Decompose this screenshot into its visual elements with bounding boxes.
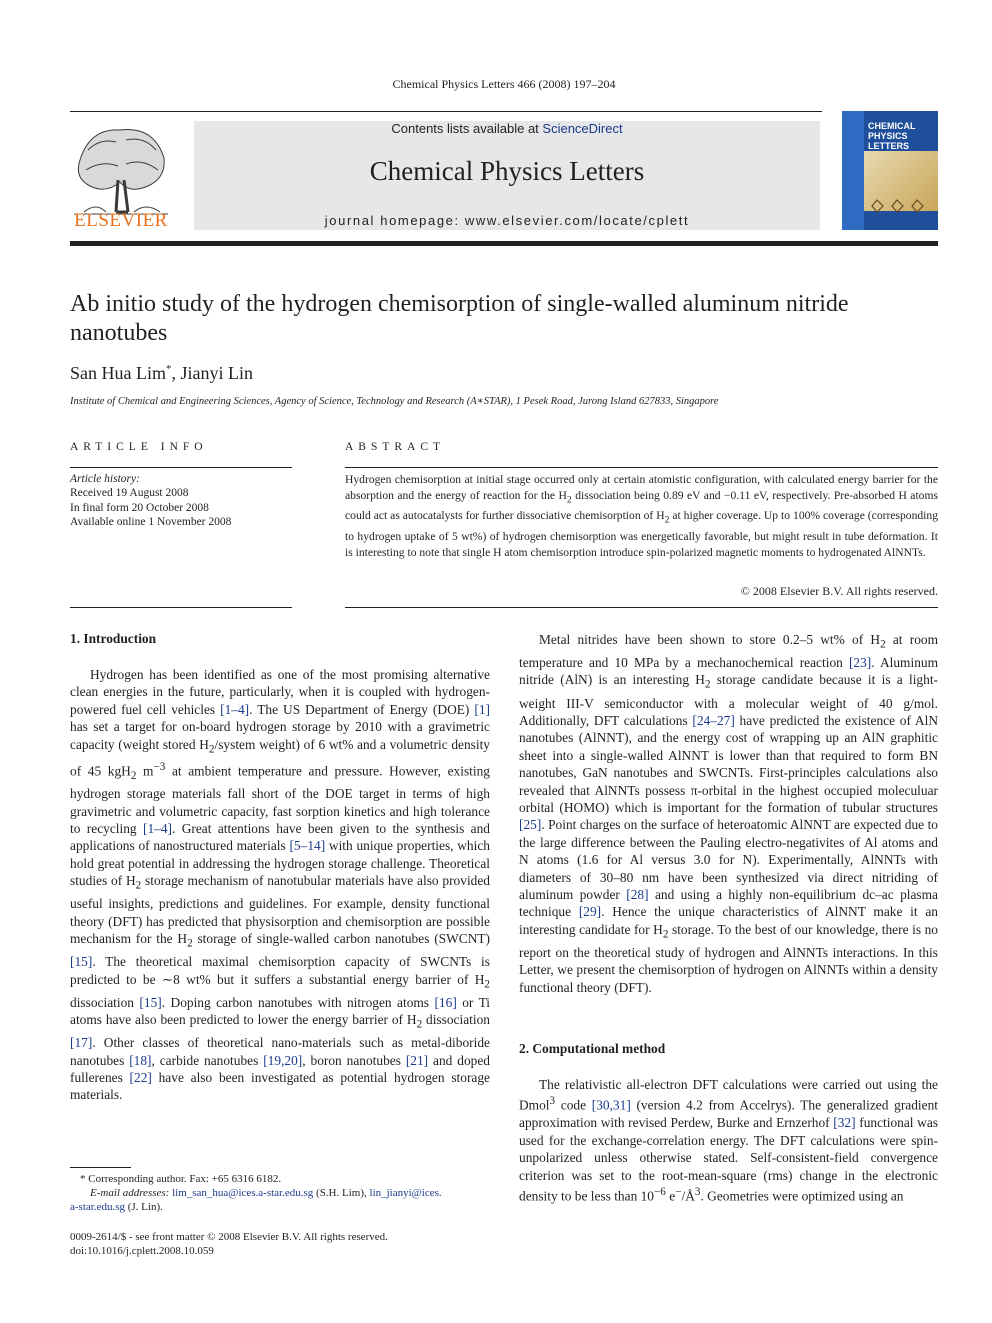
reference-link[interactable]: [28] — [626, 887, 649, 903]
header-rule — [70, 111, 822, 112]
article-title: Ab initio study of the hydrogen chemisorption of single-walled aluminum nitride nanotubes — [70, 291, 849, 346]
affiliation: Institute of Chemical and Engineering Sciences, Agency of Science, Technology and Research (A∗STAR), 1 Pesek Road, Jurong Island 627833, Singapore — [70, 396, 719, 407]
section-heading-introduction: 1. Introduction — [70, 631, 157, 646]
body-column-right — [519, 631, 938, 996]
abstract-rule-bottom — [345, 607, 938, 608]
reference-link[interactable]: [32] — [833, 1115, 856, 1131]
reference-link[interactable]: [1] — [474, 701, 490, 717]
email-link[interactable]: a-star.edu.sg — [70, 1201, 125, 1214]
footnote: * Corresponding author. Fax: +65 6316 6182. E-mail addresses: lim_san_hua@ices.a-star.edu.sg (S.H. Lim), lin_jianyi@ices. a-star.edu.sg (J. Lin). — [70, 1173, 442, 1214]
reference-link[interactable]: [1–4] — [142, 821, 172, 837]
footnote-mark: * — [80, 1173, 86, 1185]
reference-link[interactable]: [23] — [848, 655, 872, 671]
journal-cover — [842, 111, 938, 230]
cover-title-line-1: CHEMICAL — [868, 121, 916, 131]
journal-citation: Chemical Physics Letters 466 (2008) 197–204 — [392, 77, 616, 91]
journal-title: Chemical Physics Letters — [369, 156, 645, 186]
cover-molecule-icon — [868, 197, 928, 215]
reference-link[interactable]: [19,20] — [263, 1052, 303, 1068]
corresponding-mark[interactable]: * — [166, 363, 172, 375]
author-list — [70, 363, 253, 384]
publisher-wordmark: ELSEVIER — [74, 210, 168, 231]
paragraph: Metal nitrides have been shown to store 0.2–5 wt% of $H_2$ at room temperature and 10 MPa by a mechanochemical reaction [23]. Aluminum nitride (AlN) is an interesting $H_2$ storage candidate because it is a light-weight III-V semiconductor with a molecular weight of 40 g/mol. Additionally, DFT calculations [24–27] have predicted the existence of AlN nanotubes (AlNNT), and the energy cost of wrapping up an AlN graphitic sheet into a single-walled AlNNT is lower than that required to form BN nanotubes, GaN nanotubes and SWCNTs. First-principles calculations also revealed that AlNNTs possess π-orbital in the highest occupied moleculuar orbital (HOMO) which is important for the formation of tubular structures [25]. Point charges on the surface of heteroatomic AlNNT are expected due to the large difference between the Pauling electro-negativites of Al atoms and N atoms (1.6 for Al versus 3.0 for N). Experimentally, AlNNTs with diameters of 30–80 nm have been synthesized via direct nitriding of aluminum powder [28] and using a highly non-equilibrium dc–ac plasma technique [29]. Hence the unique characteristics of AlNNT make it an interesting candidate for $H_2$ storage. To the best of our knowledge, there is no report on the theoretical study of hydrogen and AlNNTs interactions. In this Letter, we present the chemisorption of hydrogen on AlNNTs within a density functional theory (DFT). — [519, 632, 939, 995]
email-link[interactable]: lin_jianyi@ices. — [369, 1187, 442, 1200]
abstract-heading: ABSTRACT — [345, 441, 446, 453]
cover-title-line-3: LETTERS — [868, 141, 910, 151]
history-label: Article history: — [70, 473, 140, 485]
reference-link[interactable]: [24–27] — [692, 712, 735, 728]
reference-link[interactable]: [25] — [519, 817, 542, 833]
reference-link[interactable]: [16] — [434, 994, 457, 1010]
reference-link[interactable]: [1–4] — [220, 701, 250, 717]
email-link[interactable]: lim_san_hua@ices.a-star.edu.sg — [172, 1187, 314, 1200]
author-name: San Hua Lim — [70, 363, 166, 383]
article-history — [70, 472, 292, 530]
header-thick-rule — [70, 241, 938, 246]
article-info-heading: ARTICLE INFO — [70, 441, 208, 453]
contents-line — [194, 121, 820, 136]
cover-title-line-2: PHYSICS — [868, 131, 908, 141]
reference-link[interactable]: [15] — [70, 954, 93, 970]
abstract-rule-top — [345, 467, 938, 468]
final-form-date: In final form 20 October 2008 — [70, 501, 209, 514]
article-info-rule-top — [70, 467, 292, 468]
reference-link[interactable]: [21] — [405, 1052, 429, 1068]
footnote-rule — [70, 1167, 131, 1168]
reference-link[interactable]: [5–14] — [289, 838, 326, 854]
author-separator: , — [171, 363, 181, 383]
reference-link[interactable]: [30,31] — [591, 1097, 631, 1113]
contents-prefix: Contents lists available at — [391, 121, 543, 136]
abstract-text: Hydrogen chemisorption at initial stage occurred only at certain atomistic configuration, with calculated energy barrier for the absorption and the energy of reaction for the $H_2$ dissociation being 0.89 eV and −0.11 eV, respectively. Pre-absorbed H atoms could act as autocatalysts for further dissociative chemisorption of $H_2$ at higher coverage. Up to 100% coverage (corresponding to hydrogen uptake of 5 wt%) of hydrogen chemisorption was energetically favorable, but might result in tube deformation. It is interesting to note that single H atom chemisorption introduce spin-polarized magnetic moments to hydrogenated AlNNTs. — [345, 473, 939, 559]
journal-homepage[interactable]: journal homepage: www.elsevier.com/locate/cplett — [324, 213, 690, 228]
elsevier-logo — [70, 120, 172, 232]
author-name: Jianyi Lin — [180, 363, 253, 383]
reference-link[interactable]: [29] — [578, 904, 602, 920]
issn-line: 0009-2614/$ - see front matter © 2008 Elsevier B.V. All rights reserved. — [70, 1231, 388, 1243]
sciencedirect-link[interactable]: ScienceDirect — [542, 121, 623, 136]
article-info-rule-bottom — [70, 607, 292, 608]
body-column-right-lower — [519, 1076, 938, 1205]
body-column-left — [70, 666, 490, 1104]
received-date: Received 19 August 2008 — [70, 487, 189, 500]
online-date: Available online 1 November 2008 — [70, 516, 232, 529]
paragraph: The relativistic all-electron DFT calculations were carried out using the Dmol$^3$ code [30,31] (version 4.2 from Accelrys). The generalized gradient approximation with revised Perdew, Burke and Ernzerhof [32] functional was used for the exchange-correlation energy. The DFT calculations were spin-unpolarized unless otherwise stated. Self-consistent-field convergence criterion was set to the root-mean-square (rms) change in the electronic density to be less than $10^{-6}$ $e^-/Å^3$. Geometries were optimized using an — [519, 1077, 938, 1204]
email-label: E-mail addresses: — [90, 1187, 170, 1200]
corresponding-author: Corresponding author. Fax: +65 6316 6182. — [88, 1173, 282, 1185]
reference-link[interactable]: [15] — [139, 994, 162, 1010]
copyright-notice: © 2008 Elsevier B.V. All rights reserved. — [740, 584, 938, 598]
section-heading-computational-method: 2. Computational method — [519, 1041, 666, 1056]
doi-line[interactable]: doi:10.1016/j.cplett.2008.10.059 — [70, 1245, 214, 1258]
paragraph: Hydrogen has been identified as one of the most promising alternative clean energies in the future, particularly, when it is coupled with hydrogen-powered fuel cell vehicles [1–4]. The US Department of Energy (DOE) [1] has set a target for on-board hydrogen storage by 2010 with a gravimetric capacity (weight stored $H_2$/system weight) of 6 wt% and a volumetric density of 45 kgH$_2$ $m^{-3}$ at ambient temperature and pressure. However, existing hydrogen storage materials fall short of the DOE target in terms of high gravimetric and volumetric capacity, fast sorption kinetics and high tolerance to recycling [1–4]. Great attentions have been given to the synthesis and applications of nanostructured materials [5–14] with unique properties, which hold great potential in addressing the hydrogen storage challenge. Theoretical studies of $H_2$ storage mechanism of nanotubular materials have also provided useful insights, predictions and guidelines. For example, density functional theory (DFT) has predicted that physisorption and chemisorption are possible mechanism for the $H_2$ storage of single-walled carbon nanotubes (SWCNT) [15]. The theoretical maximal chemisorption capacity of SWCNTs is predicted to be ∼8 wt% but it suffers a substantial energy barrier of $H_2$ dissociation [15]. Doping carbon nanotubes with nitrogen atoms [16] or Ti atoms have also been predicted to lower the energy barrier of $H_2$ dissociation [17]. Other classes of theoretical nano-materials such as metal-diboride nanotubes [18], carbide nanotubes [19,20], boron nanotubes [21] and doped fullerenes [22] have also been investigated as potential hydrogen storage materials. — [70, 667, 491, 1103]
reference-link[interactable]: [17] — [70, 1035, 93, 1051]
reference-link[interactable]: [18] — [129, 1052, 152, 1068]
page-footer — [70, 1230, 490, 1258]
reference-link[interactable]: [22] — [129, 1070, 152, 1086]
